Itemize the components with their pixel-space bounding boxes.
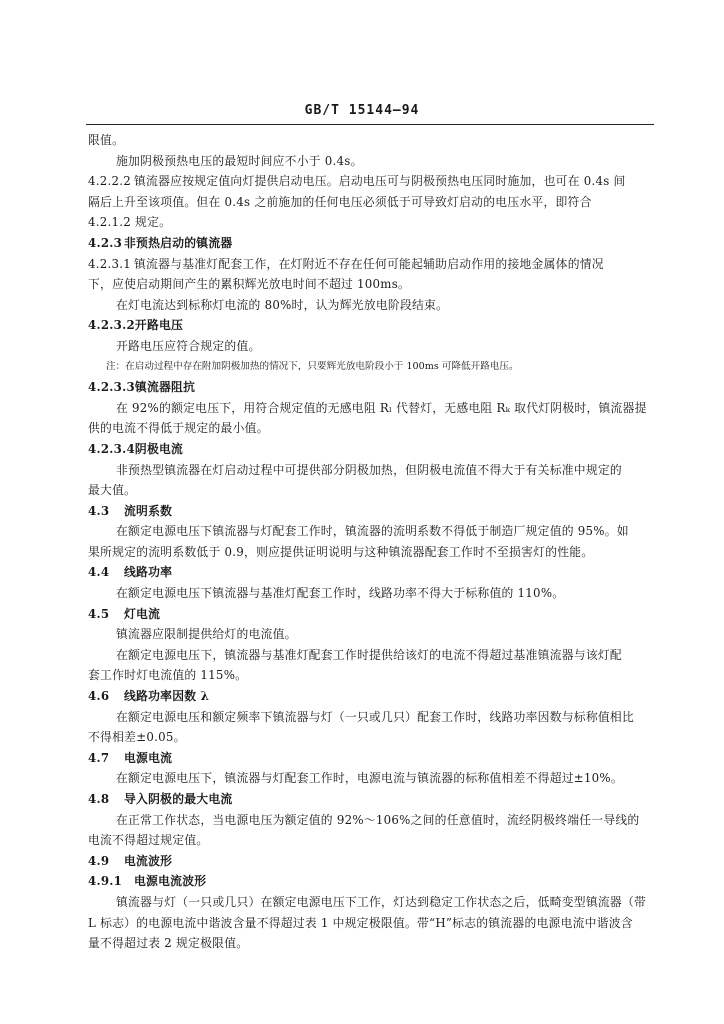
text-line: 在额定电源电压下，镇流器与基准灯配套工作时提供给该灯的电流不得超过基准镇流器与该灯配 [116,647,622,662]
clause-number: 4.9.1 [88,874,123,889]
text-line: 镇流器与灯（一只或几只）在额定电源电压下工作，灯达到稳定工作状态之后，低畸变型镇流器（带 [116,894,647,909]
clause-line: 4.2.3.1 镇流器与基准灯配套工作，在灯附近不存在任何可能起辅助启动作用的接地金属体的情况 [88,254,654,275]
text-line: 在额定电源电压和额定频率下镇流器与灯（一只或几只）配套工作时，线路功率因数与标称值相比 [116,709,635,724]
text-line: 量不得超过表 2 规定极限值。 [88,936,249,951]
text-line: 镇流器应限制提供给灯的电流值。 [116,627,297,642]
section-heading: 4.5 灯电流 [88,604,654,625]
text-line: 在灯电流达到标称灯电流的 80%时，认为辉光放电阶段结束。 [116,297,449,312]
clause-number: 4.9 [88,853,110,868]
clause-number: 4.5 [88,606,110,621]
text-line: 开路电压应符合规定的值。 [116,338,261,353]
text-line: 最大值。 [88,483,137,498]
text-line: 电流不得超过规定值。 [88,833,209,848]
text-line: 果所规定的流明系数低于 0.9，则应提供证明说明与这种镇流器配套工作时不至损害灯的性能。 [88,544,594,559]
note-line: 注：在启动过程中存在附加阴极加热的情况下，只要辉光放电阶段小于 100ms 可降低开路电压。 [106,360,519,372]
section-heading: 4.2.3.2开路电压 [88,315,654,336]
clause-number: 4.4 [88,565,110,580]
section-heading: 4.2.3.4阴极电流 [88,439,654,460]
text-line: 施加阴极预热电压的最短时间应不小于 0.4s。 [116,153,363,168]
text-line: 不得相差±0.05。 [88,730,186,745]
standard-header: GB/T 15144—94 [304,103,420,118]
clause-line: 4.2.2.2 镇流器应按规定值向灯提供启动电压。启动电压可与阴极预热电压同时施加，也可在 0.4s 间 [88,171,654,192]
clause-number: 4.8 [88,792,110,806]
section-heading: 4.9.1 电源电流波形 [88,871,654,892]
clause-number: 4.6 [88,689,110,704]
clause-number: 4.2.3.2 [88,318,135,333]
text-line: 下，应使启动期间产生的累积辉光放电时间不超过 100ms。 [88,277,411,292]
text-line: 在正常工作状态，当电源电压为额定值的 92%～106%之间的任意值时，流经阴极终端任一导线的 [116,812,640,827]
text-line: 在额定电源电压下，镇流器与灯配套工作时，电源电流与镇流器的标称值相差不得超过±10%。 [116,771,623,786]
clause-number: 4.7 [88,750,110,765]
clause-number: 4.2.3.1 [88,256,132,271]
section-heading: 4.4 线路功率 [88,562,654,583]
clause-number: 4.2.3.3 [88,380,135,395]
section-heading: 4.9 电流波形 [88,851,654,872]
clause-number: 4.3 [88,503,110,518]
clause-number: 4.2.2.2 [88,174,132,189]
text-line: 非预热型镇流器在灯启动过程中可提供部分阴极加热，但阴极电流值不得大于有关标准中规定的 [116,462,622,477]
text-line: L 标志）的电源电流中谐波含量不得超过表 1 中规定极限值。带“H”标志的镇流器的电源电流中谐波含 [88,915,633,930]
text-line: 在额定电源电压下镇流器与灯配套工作时，镇流器的流明系数不得低于制造厂规定值的 95%。如 [116,524,629,539]
clause-number: 4.2.3.4 [88,441,135,456]
header-rule [86,124,654,125]
text-line: 供的电流不得低于规定的最小值。 [88,421,269,436]
section-heading: 4.8 导入阴极的最大电流 [88,789,654,810]
clause-number: 4.2.3 [88,235,123,250]
text-line: 在 92%的额定电压下，用符合规定值的无感电阻 Rₗ 代替灯，无感电阻 Rₖ 取代灯阴极时，镇流器提 [116,400,647,415]
text-line: 在额定电源电压下镇流器与基准灯配套工作时，线路功率不得大于标称值的 110%。 [116,586,565,601]
text-line: 隔后上升至该项值。但在 0.4s 之前施加的任何电压必须低于可导致灯启动的电压水平，即符合 [88,194,592,209]
section-heading: 4.3 流明系数 [88,501,654,522]
text-line: 4.2.1.2 规定。 [88,215,172,230]
text-line: 套工作时灯电流值的 115%。 [88,668,248,683]
section-heading: 4.7 电源电流 [88,748,654,769]
section-heading: 4.6 线路功率因数 λ [88,686,654,707]
body-text [88,130,654,954]
section-heading: 4.2.3 非预热启动的镇流器 [88,233,654,254]
text-line: 限值。 [88,133,125,147]
section-heading: 4.2.3.3镇流器阻抗 [88,377,654,398]
